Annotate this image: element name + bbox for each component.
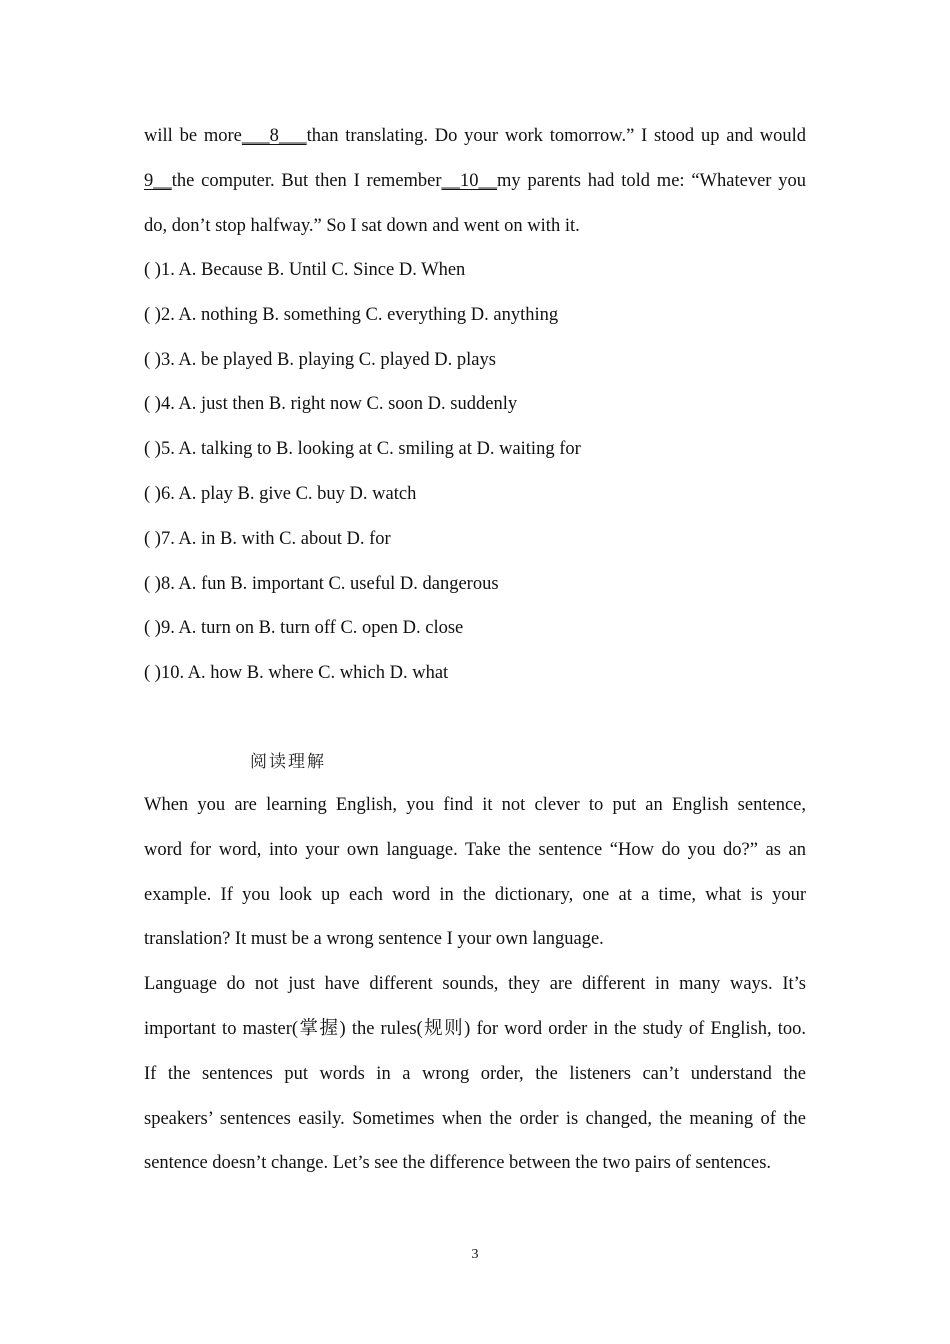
question-item: ( )1. A. Because B. Until C. Since D. When xyxy=(144,260,466,280)
question-item: ( )3. A. be played B. playing C. played D. plays xyxy=(144,349,496,370)
question-item: ( )6. A. play B. give C. buy D. watch xyxy=(144,483,417,504)
section-heading: 阅读理解 xyxy=(250,752,326,772)
page-number: 3 xyxy=(471,1247,479,1262)
question-list xyxy=(144,248,806,696)
blank-9: 9__ xyxy=(144,170,172,191)
passage-line: sentence doesn’t change. Let’s see the difference between the two pairs of sentences. xyxy=(144,1153,772,1174)
cloze-line xyxy=(144,204,806,249)
cloze-text: my parents had told me: “Whatever you xyxy=(497,170,806,191)
question-item: ( )2. A. nothing B. something C. everything D. anything xyxy=(144,304,559,325)
question-item: ( )10. A. how B. where C. which D. what xyxy=(144,663,449,684)
question-item: ( )8. A. fun B. important C. useful D. dangerous xyxy=(144,573,499,594)
passage-line: When you are learning English, you find it not clever to put an English sentence, xyxy=(144,795,806,815)
question-item: ( )5. A. talking to B. looking at C. smiling at D. waiting for xyxy=(144,439,581,460)
cloze-line xyxy=(144,114,806,159)
passage-line: If the sentences put words in a wrong order, the listeners can’t understand the xyxy=(144,1063,806,1084)
question-item: ( )7. A. in B. with C. about D. for xyxy=(144,528,391,549)
passage-line: word for word, into your own language. Take the sentence “How do you do?” as an xyxy=(144,839,806,860)
blank-8: ___8___ xyxy=(241,126,307,146)
blank-10: __10__ xyxy=(441,170,498,191)
cloze-continuation xyxy=(144,114,806,248)
cloze-text: than translating. Do your work tomorrow.” I stood up and would xyxy=(306,126,806,146)
passage-line: important to master(掌握) the rules(规则) for word order in the study of English, too. xyxy=(144,1018,806,1039)
passage-line: translation? It must be a wrong sentence I your own language. xyxy=(144,929,604,950)
question-item: ( )4. A. just then B. right now C. soon D. suddenly xyxy=(144,394,518,415)
question-item: ( )9. A. turn on B. turn off C. open D. close xyxy=(144,618,464,639)
passage-line: Language do not just have different sounds, they are different in many ways. It’s xyxy=(144,974,806,995)
passage-line: speakers’ sentences easily. Sometimes when the order is changed, the meaning of the xyxy=(144,1108,806,1129)
reading-passage xyxy=(144,783,806,1186)
cloze-line xyxy=(144,159,806,204)
cloze-text: will be more xyxy=(144,126,242,146)
cloze-text: the computer. But then I remember xyxy=(171,170,442,191)
cloze-text: do, don’t stop halfway.” So I sat down and went on with it. xyxy=(144,215,580,236)
passage-line: example. If you look up each word in the dictionary, one at a time, what is your xyxy=(144,884,806,905)
